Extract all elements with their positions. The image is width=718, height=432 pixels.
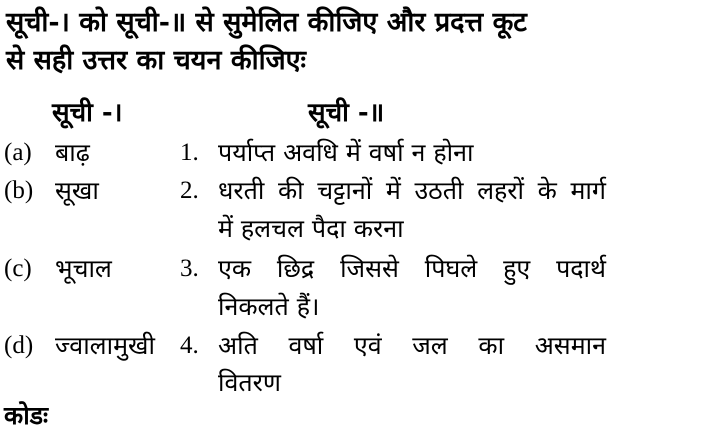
list-2-description-line-2: निकलते हैं। — [218, 292, 320, 321]
row-label: (b) — [4, 177, 34, 204]
question-line-2: से सही उत्तर का चयन कीजिएः — [6, 45, 306, 76]
list-2-description: धरती की चट्टानों में उठती लहरों के मार्ग — [218, 176, 606, 205]
list-2-number: 3. — [180, 255, 199, 282]
row-label: (d) — [4, 332, 34, 359]
list-2-description: एक छिद्र जिससे पिघले हुए पदार्थ — [218, 254, 606, 283]
code-label: कोडः — [4, 401, 49, 430]
list-2-description-line-2: में हलचल पैदा करना — [218, 214, 404, 243]
list-2-number: 4. — [180, 332, 199, 359]
list-2-number: 2. — [180, 177, 199, 204]
list-2-description: अति वर्षा एवं जल का असमान — [218, 331, 606, 360]
list-1-item: बाढ़ — [55, 138, 90, 167]
list-1-item: सूखा — [55, 176, 99, 205]
list-1-item: ज्वालामुखी — [55, 331, 155, 360]
row-label: (a) — [4, 139, 32, 166]
question-text — [6, 4, 706, 80]
list-1-item: भूचाल — [55, 254, 112, 283]
row-label: (c) — [4, 255, 32, 282]
list-1-header: सूची -। — [52, 98, 123, 128]
question-line-1: सूची-। को सूची-॥ से सुमेलित कीजिए और प्रदत्त कूट — [6, 7, 527, 38]
list-2-description: पर्याप्त अवधि में वर्षा न होना — [218, 138, 474, 167]
list-2-description-line-2: वितरण — [218, 368, 281, 397]
list-2-number: 1. — [180, 139, 199, 166]
list-2-header: सूची -॥ — [308, 98, 385, 128]
